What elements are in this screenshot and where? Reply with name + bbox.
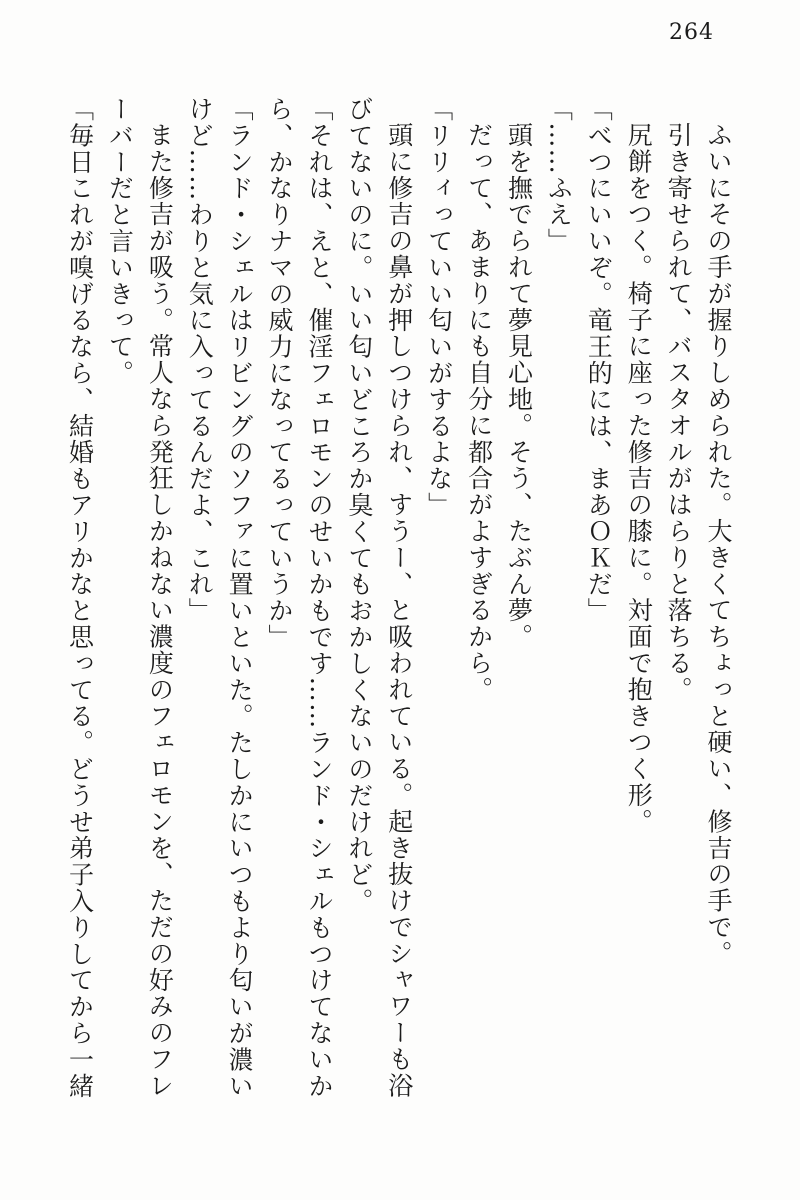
text-line: 頭を撫でられて夢見心地。そう、たぶん夢。 xyxy=(504,122,534,651)
text-line: 「リリィっていい匂いがするよな」 xyxy=(424,96,454,519)
text-line: 尻餅をつく。椅子に座った修吉の膝に。対面で抱きつく形。 xyxy=(624,122,654,836)
text-line: 「それは、えと、催淫フェロモンのせいかもです……ランド・シェルもつけてないか xyxy=(304,96,334,1100)
text-line: 頭に修吉の鼻が押しつけられ、すうー、と吸われている。起き抜けでシャワーも浴 xyxy=(384,122,414,1100)
text-line: 「ランド・シェルはリビングのソファに置いといた。たしかにいつもより匂いが濃い xyxy=(225,96,255,1100)
text-lines xyxy=(60,96,738,1142)
page-number: 264 xyxy=(669,20,714,45)
text-line: けど……わりと気に入ってるんだよ、これ」 xyxy=(185,96,215,624)
text-line: 「……ふえ」 xyxy=(544,96,574,255)
text-line: また修吉が吸う。常人なら発狂しかねない濃度のフェロモンを、ただの好みのフレ xyxy=(145,122,175,1100)
text-line: びてないのに。いい匂いどころか臭くてもおかしくないのだけれど。 xyxy=(344,96,374,915)
text-line: ら、かなりナマの威力になってるっていうか」 xyxy=(265,96,295,651)
text-line: ーバーだと言いきって。 xyxy=(105,96,135,387)
text-line: 引き寄せられて、バスタオルがはらりと落ちる。 xyxy=(664,122,694,704)
text-line: 「べつにいいぞ。竜王的には、まあＯＫだ」 xyxy=(584,96,614,624)
text-line: ふいにその手が握りしめられた。大きくてちょっと硬い、修吉の手で。 xyxy=(704,122,733,968)
text-line: 「毎日これが嗅げるなら、結婚もアリかなと思ってる。どうせ弟子入りしてから一緒 xyxy=(65,96,95,1100)
text-line: だって、あまりにも自分に都合がよすぎるから。 xyxy=(464,122,494,704)
